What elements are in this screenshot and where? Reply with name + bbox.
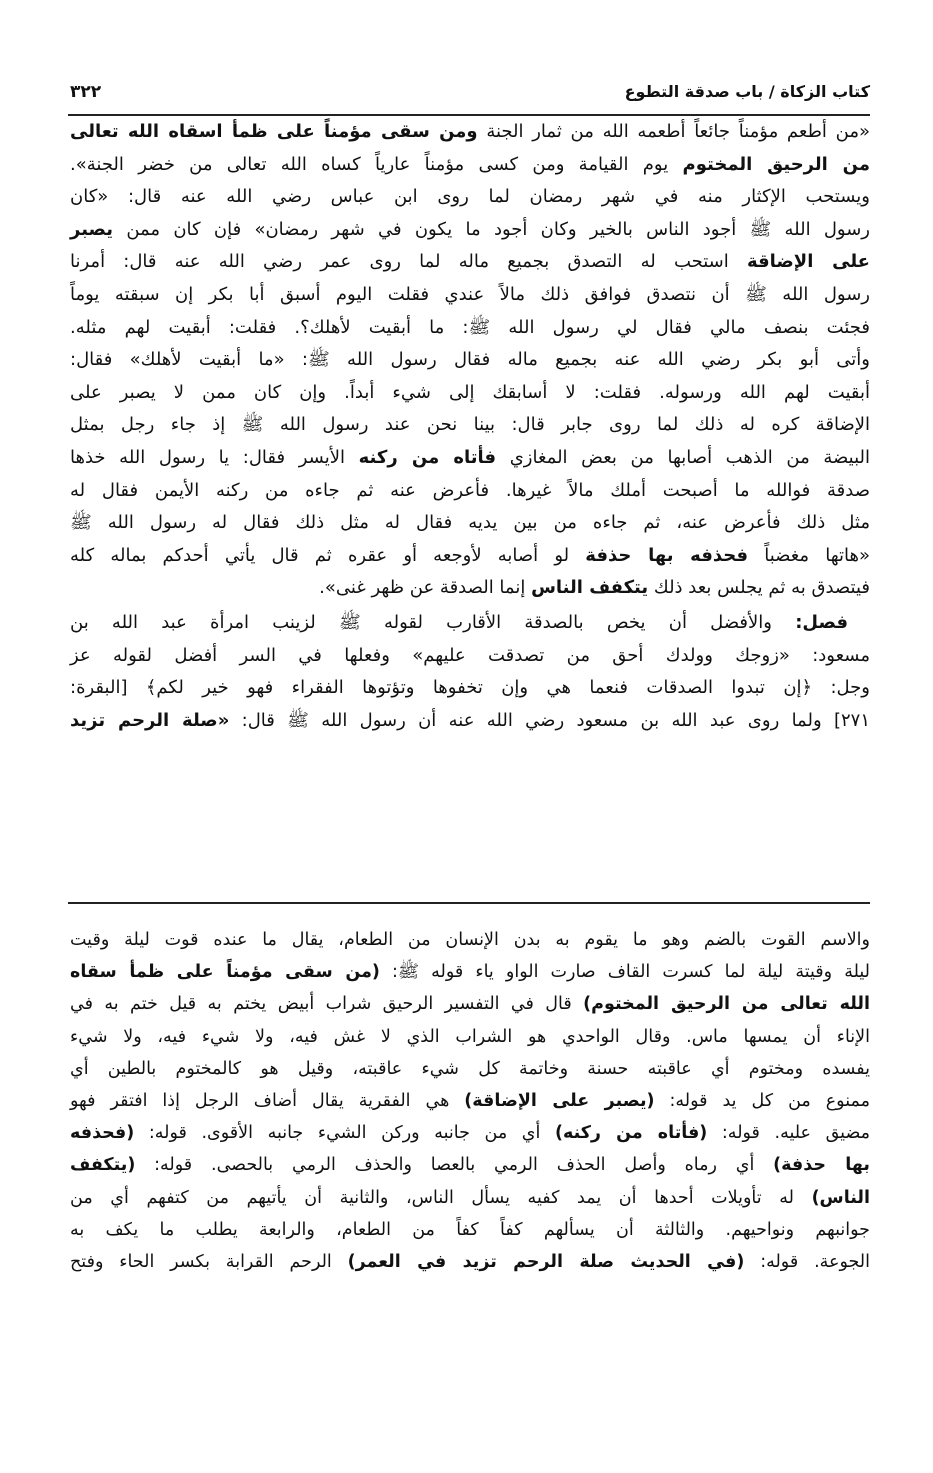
text-line (70, 1053, 870, 1085)
text-run: الإضاقة كره له ذلك لما روى جابر قال: بينا نحن عند رسول الله ﷺ إذ جاء رجل بمثل (70, 414, 870, 436)
text-run: رسول الله ﷺ أن نتصدق فوافق ذلك مالاً عندي فقلت اليوم أسبق أبا بكر إن سبقته يوماً (70, 283, 870, 305)
page-number: ٣٢٢ (70, 82, 102, 102)
text-run: مسعود: «زوجك وولدك أحق من تصدقت عليهم» وفعلها في السر أفضل لقوله عز (70, 644, 870, 666)
text-line (70, 1149, 870, 1181)
text-line (70, 988, 870, 1020)
bold-text-run: (فأتاه من ركنه) (554, 1123, 708, 1144)
bold-text-run: (يصبر على الإضاقة) (464, 1090, 655, 1111)
bold-text-run: «صلة الرحم تزيد (70, 709, 230, 731)
footnotes (70, 924, 870, 1278)
text-line (70, 377, 870, 410)
text-run: ليلة وقيتة ليلة لما كسرت القاف صارت الواو ياء قوله ﷺ: (379, 962, 870, 983)
text-line (70, 246, 870, 279)
text-line (70, 1182, 870, 1214)
bold-text-run: بها حذفة) (773, 1155, 871, 1176)
text-run: فيتصدق به ثم يجلس بعد ذلك (648, 577, 870, 599)
text-run: ويستحب الإكثار منه في شهر رمضان لما روى ابن عباس رضي الله عنه قال: «كان (70, 186, 870, 208)
text-run: البيضة من الذهب أصابها من بعض المغازي (496, 446, 870, 468)
bold-text-run: من الرحيق المختوم (682, 153, 870, 175)
text-line (70, 116, 870, 149)
text-run: يوم القيامة ومن كسى مؤمناً عارياً كساه الله تعالى من خضر الجنة». (70, 153, 683, 175)
text-run: الأيسر فقال: يا رسول الله خذها (70, 446, 359, 468)
text-run: وجل: ﴿إن تبدوا الصدقات فنعما هي وإن تخفوها وتؤتوها الفقراء فهو خير لكم﴾ [البقرة: (70, 677, 870, 699)
text-line (70, 572, 870, 605)
bold-text-run: (يتكفف (70, 1155, 136, 1176)
text-run: «من أطعم مؤمناً جائعاً أطعمه الله من ثمار الجنة (477, 121, 870, 142)
text-line (70, 1117, 870, 1149)
text-run: فجئت بنصف مالي فقال لي رسول الله ﷺ: ما أبقيت لأهلك؟. فقلت: أبقيت لهم مثله. (70, 316, 870, 338)
text-run: «هاتها مغضباً (748, 544, 870, 566)
text-run: قال في التفسير الرحيق شراب أبيض يختم به قيل ختم به في (70, 994, 584, 1015)
text-run: مثل ذلك فأعرض عنه، ثم جاءه من بين يديه فقال له مثل ذلك فقال له رسول الله ﷺ (70, 512, 870, 534)
bold-text-run: فأتاه من ركنه (358, 446, 497, 468)
bold-text-run: (فحذفه (70, 1123, 135, 1144)
text-run: هي الفقرية يقال أضاف الرجل إذا افتقر فهو (70, 1090, 465, 1111)
text-run: أي رماه وأصل الحذف الرمي بالعصا والحذف الرمي بالحصى. قوله: (135, 1155, 774, 1176)
text-run: الإناء أن يمسها ماس. وقال الواحدي هو الشراب الذي لا غش فيه، ولا شيء فيه، ولا شيء (70, 1026, 870, 1047)
text-line (70, 312, 870, 345)
text-line (70, 409, 870, 442)
text-run: إنما الصدقة عن ظهر غنى». (319, 577, 532, 599)
text-line (70, 540, 870, 573)
text-line (70, 956, 870, 988)
text-run: مضيق عليه. قوله: (707, 1123, 871, 1144)
footnote-rule (68, 902, 870, 904)
text-run: أبقيت لهم الله ورسوله. فقلت: لا أسابقك إلى شيء أبداً. وإن كان ممن لا يصبر على (70, 381, 870, 403)
text-run: يفسده ومختوم أي عاقبته حسنة وخاتمة كل شيء عاقبته، وقيل هو كالمختوم بالطين أي (70, 1058, 870, 1079)
text-line (70, 181, 870, 214)
text-line (70, 1085, 870, 1117)
text-line (70, 640, 870, 673)
text-line (70, 607, 870, 640)
text-run: وأتى أبو بكر رضي الله عنه بجميع ماله فقال رسول الله ﷺ: «ما أبقيت لأهلك» فقال: (70, 349, 870, 371)
text-line (70, 924, 870, 956)
bold-text-run: يتكفف الناس (531, 577, 649, 599)
text-line (70, 149, 870, 182)
text-run: والأفضل أن يخص بالصدقة الأقارب لقوله ﷺ لزينب امرأة عبد الله بن (70, 611, 796, 633)
text-line (70, 705, 870, 738)
text-line (70, 1246, 870, 1278)
text-run: ٢٧١] ولما روى عبد الله بن مسعود رضي الله عنه أن رسول الله ﷺ قال: (229, 709, 870, 731)
page-header (70, 80, 870, 110)
main-text (70, 116, 870, 737)
text-line (70, 672, 870, 705)
text-line (70, 442, 870, 475)
text-run: لو أصابه لأوجعه أو عقره ثم قال يأتي أحدكم بماله كله (70, 544, 586, 566)
text-line (70, 214, 870, 247)
text-line (70, 344, 870, 377)
bold-text-run: (في الحديث صلة الرحم تزيد في العمر) (347, 1251, 745, 1272)
text-line (70, 279, 870, 312)
bold-text-run: (من سقى مؤمناً على ظمأ سقاه (70, 962, 380, 983)
text-run: والاسم القوت بالضم وهو ما يقوم به بدن الإنسان من الطعام، يقال ما عنده قوت ليلة وقيت (70, 930, 870, 950)
text-run: استحب له التصدق بجميع ماله لما روى عمر رضي الله عنه قال: أمرنا (70, 251, 747, 273)
bold-text-run: الله تعالى من الرحيق المختوم) (583, 994, 871, 1015)
text-run: الجوعة. قوله: (744, 1251, 870, 1272)
running-title: كتاب الزكاة / باب صدقة التطوع (624, 82, 870, 101)
bold-text-run: فحذفه بها حذفة (585, 544, 749, 566)
bold-text-run: الناس) (811, 1187, 870, 1208)
text-line (70, 475, 870, 508)
text-run: رسول الله ﷺ أجود الناس بالخير وكان أجود ما يكون في شهر رمضان» فإن كان ممن (113, 218, 870, 240)
bold-text-run: على الإضاقة (746, 251, 870, 273)
bold-text-run: يصبر (70, 218, 114, 240)
text-run: له تأويلات أحدها أن يمد كفيه يسأل الناس، والثانية أن يأتيهم من كتفهم أي من (70, 1187, 812, 1208)
bold-text-run: ومن سقى مؤمناً على ظمأ اسقاه الله تعالى (70, 121, 478, 142)
text-run: ممنوع من كل يد قوله: (654, 1090, 870, 1111)
text-run: جوانبهم ونواحيهم. والثالثة أن يسألهم كفاً كفاً من الطعام، والرابعة يطلب ما يكف به (70, 1219, 870, 1240)
bold-text-run: فصل: (795, 611, 848, 633)
text-run: الرحم القرابة بكسر الحاء وفتح (70, 1251, 348, 1272)
text-run: أي من جانبه وركن الشيء جانبه الأقوى. قوله: (134, 1123, 555, 1144)
text-run: صدقة فوالله ما أصبحت أملك مالاً غيرها. فأعرض عنه ثم جاءه من ركنه الأيمن فقال له (70, 479, 870, 501)
text-line (70, 1214, 870, 1246)
text-line (70, 507, 870, 540)
text-line (70, 1021, 870, 1053)
